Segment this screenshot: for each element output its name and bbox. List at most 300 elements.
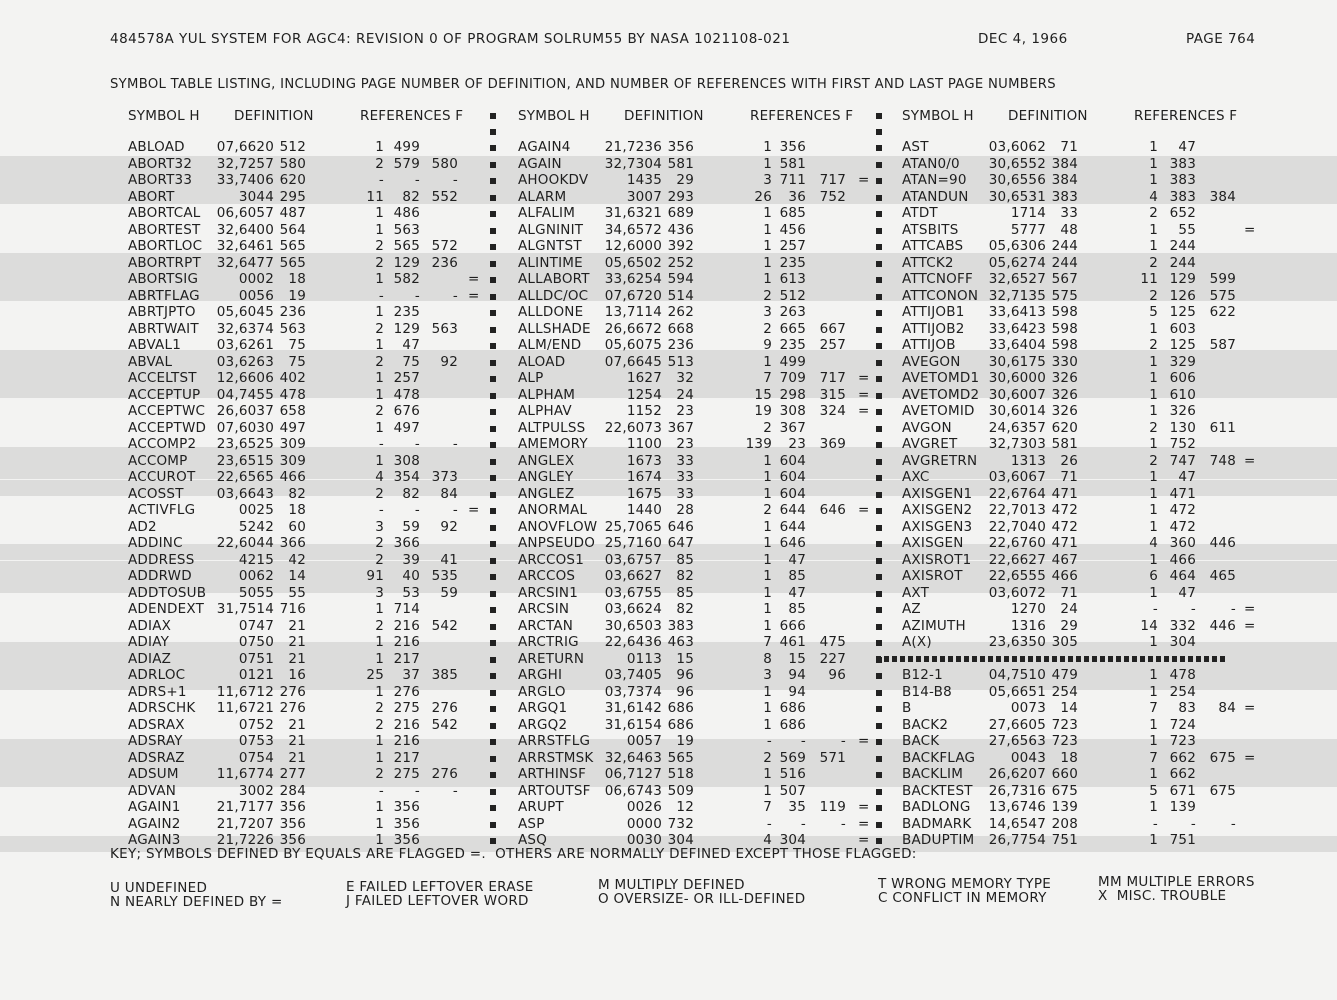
first-reference-page: 47 [1178,584,1196,601]
symbol-name: ALGNTST [518,238,582,254]
definition-address: 14,6547 [988,815,1046,832]
reference-count: 1 [763,601,772,617]
last-reference-page: 41 [440,551,458,568]
definition-address: 0747 [238,617,274,634]
first-reference-page: 244 [1169,254,1196,271]
reference-count: 1 [1149,502,1158,518]
first-reference-page: - [800,815,806,832]
reference-count: 1 [1149,370,1158,386]
separator-mark [876,591,882,597]
definition-page: 660 [1051,766,1078,782]
separator-mark [876,277,882,283]
separator-mark [490,508,496,514]
reference-count: 1 [375,749,384,766]
first-reference-page: 685 [779,205,806,221]
first-reference-page: 125 [1169,304,1196,320]
definition-address: 32,7304 [604,155,662,172]
last-reference-page: 646 [819,502,846,518]
last-reference-page: 667 [819,320,846,337]
definition-page: 75 [288,353,306,370]
first-reference-page: 499 [393,139,420,155]
definition-address: 0751 [238,650,274,667]
last-reference-page: 257 [819,337,846,353]
reference-count: 2 [1149,254,1158,271]
definition-address: 22,6565 [216,469,274,485]
symbol-name: ATANDUN [902,188,969,205]
reference-count: 1 [1149,683,1158,700]
flag: = [468,271,480,287]
first-reference-page: 94 [788,683,806,700]
symbol-name: AVETOMID [902,403,975,419]
first-reference-page: 129 [1169,271,1196,287]
definition-address: 0002 [238,271,274,287]
separator-mark [876,244,882,250]
first-reference-page: 646 [779,535,806,551]
first-reference-page: 606 [1169,370,1196,386]
symbol-name: ANORMAL [518,502,588,518]
reference-count: 1 [1149,469,1158,485]
definition-address: 1254 [626,386,662,403]
first-reference-page: 686 [779,716,806,733]
definition-page: 620 [279,172,306,188]
first-reference-page: 497 [393,419,420,436]
first-reference-page: 671 [1169,782,1196,799]
first-reference-page: 724 [1169,716,1196,733]
definition-address: 32,6463 [604,749,662,766]
last-reference-page: 276 [431,700,458,716]
definition-page: 564 [279,221,306,238]
first-reference-page: 582 [393,271,420,287]
definition-page: 21 [288,617,306,634]
definition-address: 22,6073 [604,419,662,436]
separator-mark [490,459,496,465]
first-reference-page: 461 [779,634,806,650]
reference-count: 1 [1149,320,1158,337]
reference-count: 1 [375,386,384,403]
reference-count: 3 [375,584,384,601]
definition-page: 29 [676,172,694,188]
reference-count: 2 [375,766,384,782]
definition-address: 03,6755 [604,584,662,601]
definition-page: 26 [1060,452,1078,469]
definition-address: 5777 [1010,221,1046,238]
definition-address: 32,7135 [988,287,1046,304]
last-reference-page: 611 [1209,419,1236,436]
reference-count: 2 [763,419,772,436]
last-reference-page: 580 [431,155,458,172]
first-reference-page: 752 [1169,436,1196,452]
last-reference-page: 752 [819,188,846,205]
definition-page: 581 [667,155,694,172]
symbol-name: ARGQ1 [518,700,568,716]
reference-count: 1 [763,551,772,568]
key-item: X MISC. TROUBLE [1098,888,1227,904]
definition-page: 466 [1051,568,1078,584]
first-reference-page: 216 [393,716,420,733]
definition-address: 06,6743 [604,782,662,799]
last-reference-page: - [840,815,846,832]
definition-page: 581 [1051,436,1078,452]
definition-page: 18 [288,271,306,287]
symbol-name: ARCCOS1 [518,551,584,568]
separator-mark [876,228,882,234]
separator-mark [876,558,882,564]
separator-mark [876,426,882,432]
last-reference-page: 748 [1209,452,1236,469]
definition-page: 23 [676,403,694,419]
definition-page: 60 [288,518,306,535]
reference-count: 2 [375,254,384,271]
symbol-name: ADSRAX [128,716,185,733]
last-reference-page: - [1230,601,1236,617]
symbol-name: ADDTOSUB [128,584,207,601]
first-reference-page: 499 [779,353,806,370]
symbol-name: ADIAX [128,617,172,634]
first-reference-page: 367 [779,419,806,436]
first-reference-page: 276 [393,683,420,700]
definition-page: 326 [1051,370,1078,386]
first-reference-page: 360 [1169,535,1196,551]
symbol-name: ATAN=90 [902,172,967,188]
reference-count: 1 [1149,733,1158,749]
first-reference-page: 456 [779,221,806,238]
separator-mark [490,739,496,745]
definition-address: 22,6627 [988,551,1046,568]
definition-page: 82 [288,485,306,502]
definition-page: 71 [1060,469,1078,485]
symbol-name: ARCSIN1 [518,584,579,601]
symbol-name: AXC [902,469,930,485]
symbol-name: AVETOMD1 [902,370,980,386]
separator-mark [490,657,496,663]
definition-page: 479 [1051,667,1078,683]
definition-page: 82 [676,601,694,617]
separator-mark [876,838,882,844]
separator-mark [876,541,882,547]
first-reference-page: 366 [393,535,420,551]
definition-page: 276 [279,683,306,700]
symbol-name: ADENDEXT [128,601,205,617]
separator-mark [876,310,882,316]
definition-page: 497 [279,419,306,436]
symbol-name: ARRSTFLG [518,733,591,749]
definition-address: 31,6154 [604,716,662,733]
reference-count: 1 [375,452,384,469]
flag: = [1244,749,1256,766]
symbol-name: ARRSTMSK [518,749,594,766]
definition-address: 21,7226 [216,832,274,848]
reference-count: 2 [375,485,384,502]
reference-count: 7 [763,634,772,650]
definition-page: 366 [279,535,306,551]
reference-count: 1 [1149,518,1158,535]
reference-count: 1 [1149,766,1158,782]
symbol-name: ALLDONE [518,304,584,320]
separator-mark [490,442,496,448]
first-reference-page: 662 [1169,749,1196,766]
first-reference-page: 75 [402,353,420,370]
first-reference-page: 59 [402,518,420,535]
separator-mark [490,640,496,646]
symbol-name: ATTIJOB1 [902,304,965,320]
symbol-name: ACCEPTWD [128,419,207,436]
separator-mark [876,756,882,762]
first-reference-page: 326 [1169,403,1196,419]
reference-count: 2 [1149,337,1158,353]
definition-address: 30,6014 [988,403,1046,419]
symbol-name: ADRSCHK [128,700,196,716]
definition-page: 96 [676,667,694,683]
last-reference-page: 675 [1209,782,1236,799]
definition-address: 0750 [238,634,274,650]
first-reference-page: 257 [393,370,420,386]
definition-page: 487 [279,205,306,221]
separator-mark [490,624,496,630]
definition-address: 07,6030 [216,419,274,436]
first-reference-page: - [414,172,420,188]
reference-count: 1 [1149,353,1158,370]
definition-page: 565 [667,749,694,766]
separator-mark [876,706,882,712]
flag: = [1244,601,1256,617]
reference-count: - [378,436,384,452]
last-reference-page: - [452,287,458,304]
reference-count: 2 [1149,452,1158,469]
separator-mark [490,475,496,481]
first-reference-page: 665 [779,320,806,337]
reference-count: 4 [1149,188,1158,205]
definition-page: 277 [279,766,306,782]
last-reference-page: 59 [440,584,458,601]
last-reference-page: 535 [431,568,458,584]
reference-count: 11 [1140,271,1158,287]
first-reference-page: 471 [1169,485,1196,502]
first-reference-page: - [800,733,806,749]
reference-count: 1 [763,469,772,485]
symbol-name: ABORT [128,188,175,205]
reference-count: 2 [375,551,384,568]
definition-address: 03,6263 [216,353,274,370]
definition-page: 23 [676,436,694,452]
definition-address: 1675 [626,485,662,502]
symbol-name: ADIAZ [128,650,172,667]
symbol-name: ACCUROT [128,469,196,485]
definition-page: 21 [288,716,306,733]
separator-mark [876,508,882,514]
first-reference-page: 723 [1169,733,1196,749]
separator-mark [490,541,496,547]
definition-page: 304 [667,832,694,848]
reference-count: - [378,287,384,304]
first-reference-page: 139 [1169,799,1196,815]
last-reference-page: - [452,436,458,452]
reference-count: 1 [375,650,384,667]
definition-page: 598 [1051,337,1078,353]
definition-page: 24 [1060,601,1078,617]
last-reference-page: 572 [431,238,458,254]
key-item: N NEARLY DEFINED BY = [110,894,283,910]
symbol-name: ANOVFLOW [518,518,598,535]
symbol-name: AST [902,139,929,155]
definition-address: 03,6624 [604,601,662,617]
separator-mark [876,327,882,333]
definition-address: 1440 [626,502,662,518]
definition-page: 75 [288,337,306,353]
definition-page: 598 [1051,320,1078,337]
definition-page: 12 [676,799,694,815]
definition-page: 509 [667,782,694,799]
symbol-name: ADSRAZ [128,749,185,766]
definition-page: 392 [667,238,694,254]
first-reference-page: 466 [1169,551,1196,568]
flag: = [858,832,870,848]
column-header-definition: DEFINITION [234,108,314,124]
symbol-name: ATTCNOFF [902,271,973,287]
symbol-name: ACCELTST [128,370,197,386]
separator-mark [876,195,882,201]
separator-mark [876,690,882,696]
definition-address: 32,6400 [216,221,274,238]
first-reference-page: 332 [1169,617,1196,634]
reference-count: - [766,733,772,749]
first-reference-page: - [1190,815,1196,832]
definition-address: 32,7257 [216,155,274,172]
definition-page: 467 [1051,551,1078,568]
reference-count: 1 [763,716,772,733]
definition-address: 21,7207 [216,815,274,832]
separator-mark [490,789,496,795]
reference-count: 2 [763,749,772,766]
definition-page: 668 [667,320,694,337]
section-rule [876,656,1228,662]
definition-page: 18 [288,502,306,518]
definition-page: 326 [1051,386,1078,403]
first-reference-page: 486 [393,205,420,221]
separator-mark [876,162,882,168]
last-reference-page: 571 [819,749,846,766]
symbol-name: ALLABORT [518,271,590,287]
definition-page: 723 [1051,733,1078,749]
flag: = [1244,452,1256,469]
reference-count: 1 [375,139,384,155]
definition-page: 28 [676,502,694,518]
definition-address: 0752 [238,716,274,733]
first-reference-page: 53 [402,584,420,601]
definition-address: 07,6645 [604,353,662,370]
definition-page: 309 [279,436,306,452]
symbol-name: AZIMUTH [902,617,966,634]
definition-address: 1313 [1010,452,1046,469]
separator-mark [876,376,882,382]
reference-count: 1 [1149,485,1158,502]
definition-page: 244 [1051,254,1078,271]
separator-mark [876,343,882,349]
last-reference-page: 84 [1218,700,1236,716]
definition-address: 1435 [626,172,662,188]
reference-count: 1 [763,518,772,535]
reference-count: 5 [1149,304,1158,320]
last-reference-page: 587 [1209,337,1236,353]
last-reference-page: 276 [431,766,458,782]
first-reference-page: 217 [393,650,420,667]
column-header-definition: DEFINITION [624,108,704,124]
definition-address: 1673 [626,452,662,469]
symbol-name: ARETURN [518,650,585,667]
last-reference-page: 575 [1209,287,1236,304]
separator-mark [876,607,882,613]
definition-address: 31,6321 [604,205,662,221]
symbol-name: ADRLOC [128,667,186,683]
definition-page: 575 [1051,287,1078,304]
reference-count: 2 [375,238,384,254]
definition-address: 05,6075 [604,337,662,353]
first-reference-page: 257 [779,238,806,254]
reference-count: 7 [1149,700,1158,716]
first-reference-page: 130 [1169,419,1196,436]
symbol-name: ADDRESS [128,551,195,568]
symbol-name: ADDRWD [128,568,192,584]
definition-address: 27,6605 [988,716,1046,733]
flag: = [858,370,870,386]
first-reference-page: 666 [779,617,806,634]
definition-address: 33,6254 [604,271,662,287]
definition-address: 32,6477 [216,254,274,271]
definition-page: 383 [1051,188,1078,205]
definition-page: 436 [667,221,694,238]
first-reference-page: 85 [788,601,806,617]
reference-count: 1 [375,601,384,617]
definition-page: 478 [279,386,306,403]
symbol-name: ALP [518,370,544,386]
symbol-name: ARCTAN [518,617,574,634]
definition-address: 30,6556 [988,172,1046,188]
separator-mark [490,145,496,151]
reference-count: 2 [375,617,384,634]
definition-page: 463 [667,634,694,650]
symbol-name: ACCOMP [128,452,188,469]
definition-page: 293 [667,188,694,205]
reference-count: - [378,782,384,799]
definition-address: 11,6712 [216,683,274,700]
first-reference-page: 472 [1169,502,1196,518]
definition-address: 32,6527 [988,271,1046,287]
symbol-name: AGAIN2 [128,815,181,832]
symbol-name: AD2 [128,518,157,535]
symbol-name: ACOSST [128,485,184,502]
last-reference-page: 92 [440,518,458,535]
reference-count: 1 [1149,551,1158,568]
definition-address: 22,6760 [988,535,1046,551]
column-header-references: REFERENCES F [360,108,464,124]
reference-count: 2 [375,700,384,716]
separator-mark [490,195,496,201]
reference-count: 1 [375,271,384,287]
symbol-name: ABORTCAL [128,205,201,221]
separator-mark [876,640,882,646]
first-reference-page: 604 [779,485,806,502]
definition-address: 12,6606 [216,370,274,386]
definition-address: 21,7177 [216,799,274,815]
first-reference-page: 37 [402,667,420,683]
symbol-name: AGAIN4 [518,139,571,155]
first-reference-page: 383 [1169,155,1196,172]
first-reference-page: 47 [1178,469,1196,485]
definition-page: 356 [279,799,306,815]
reference-count: 2 [375,535,384,551]
key-item: E FAILED LEFTOVER ERASE [346,878,534,895]
separator-mark [876,492,882,498]
definition-page: 565 [279,254,306,271]
